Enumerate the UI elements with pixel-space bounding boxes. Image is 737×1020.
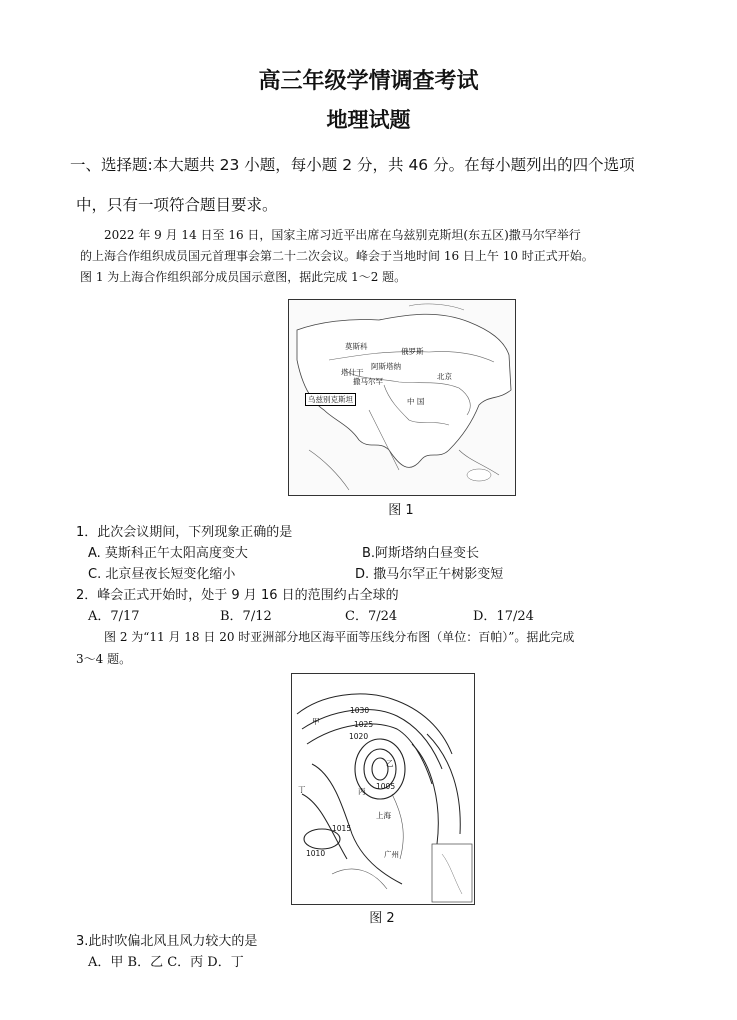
q1-stem: 1．此次会议期间，下列现象正确的是 <box>76 525 293 540</box>
figure1-map <box>288 299 516 496</box>
passage1-line3: 图 1 为上海合作组织部分成员国示意图，据此完成 1～2 题。 <box>80 270 407 284</box>
isobar-1015: 1015 <box>332 824 352 833</box>
passage2-line2: 3～4 题。 <box>76 652 132 666</box>
isobar-1030: 1030 <box>350 706 370 715</box>
q1-option-b: B.阿斯塔纳白昼变长 <box>362 546 480 561</box>
label-china: 中 国 <box>407 397 425 406</box>
section-instructions-line2: 中，只有一项符合题目要求。 <box>76 196 278 214</box>
q2-option-a: A．7/17 <box>88 609 140 624</box>
point-yi: 乙 <box>386 759 394 768</box>
city-guangzhou: 广州 <box>384 850 399 859</box>
point-ding: 丁 <box>298 785 306 794</box>
section-instructions-line1: 一、选择题:本大题共 23 小题，每小题 2 分，共 46 分。在每小题列出的四个选项 <box>70 156 635 174</box>
isobar-1020: 1020 <box>349 732 369 741</box>
q3-stem: 3.此时吹偏北风且风力较大的是 <box>76 934 258 949</box>
isobar-1010: 1010 <box>306 849 326 858</box>
passage2-line1: 图 2 为“11 月 18 日 20 时亚洲部分地区海平面等压线分布图（单位：百帕）”。据此完成 <box>104 630 575 644</box>
passage1-line1: 2022 年 9 月 14 日至 16 日，国家主席习近平出席在乌兹别克斯坦(东五区)撒马尔罕举行 <box>104 228 581 242</box>
isobar-1025: 1025 <box>354 720 374 729</box>
q3-options: A．甲 B．乙 C．丙 D．丁 <box>88 955 244 970</box>
passage1-line2: 的上海合作组织成员国元首理事会第二十二次会议。峰会于当地时间 16 日上午 10 时正式开始。 <box>80 249 594 263</box>
point-jia: 甲 <box>312 717 320 726</box>
q1-option-c: C. 北京昼夜长短变化缩小 <box>88 567 236 582</box>
figure1-caption: 图 1 <box>388 503 414 518</box>
exam-subtitle: 地理试题 <box>326 107 411 132</box>
point-bing: 丙 <box>358 787 366 796</box>
label-moscow: 莫斯科 <box>345 342 368 351</box>
label-tashkent: 塔什干 <box>341 368 364 377</box>
q2-option-b: B．7/12 <box>220 609 272 624</box>
isobar-1005: 1005 <box>376 782 396 791</box>
label-russia: 俄罗斯 <box>401 347 424 356</box>
figure2-isobar-map <box>291 673 475 905</box>
q2-stem: 2．峰会正式开始时，处于 9 月 16 日的范围约占全球的 <box>76 588 399 603</box>
q1-option-d: D. 撒马尔罕正午树影变短 <box>355 567 504 582</box>
q2-option-d: D．17/24 <box>473 609 534 624</box>
exam-title: 高三年级学情调查考试 <box>258 68 479 94</box>
city-shanghai: 上海 <box>376 811 391 820</box>
figure2-caption: 图 2 <box>369 911 395 926</box>
q1-option-a: A. 莫斯科正午太阳高度变大 <box>88 546 248 561</box>
q2-option-c: C．7/24 <box>345 609 398 624</box>
label-uzbekistan: 乌兹别克斯坦 <box>305 393 356 406</box>
label-astana: 阿斯塔纳 <box>371 362 401 371</box>
label-samarkand: 撒马尔罕 <box>353 377 383 386</box>
label-beijing: 北京 <box>437 372 452 381</box>
